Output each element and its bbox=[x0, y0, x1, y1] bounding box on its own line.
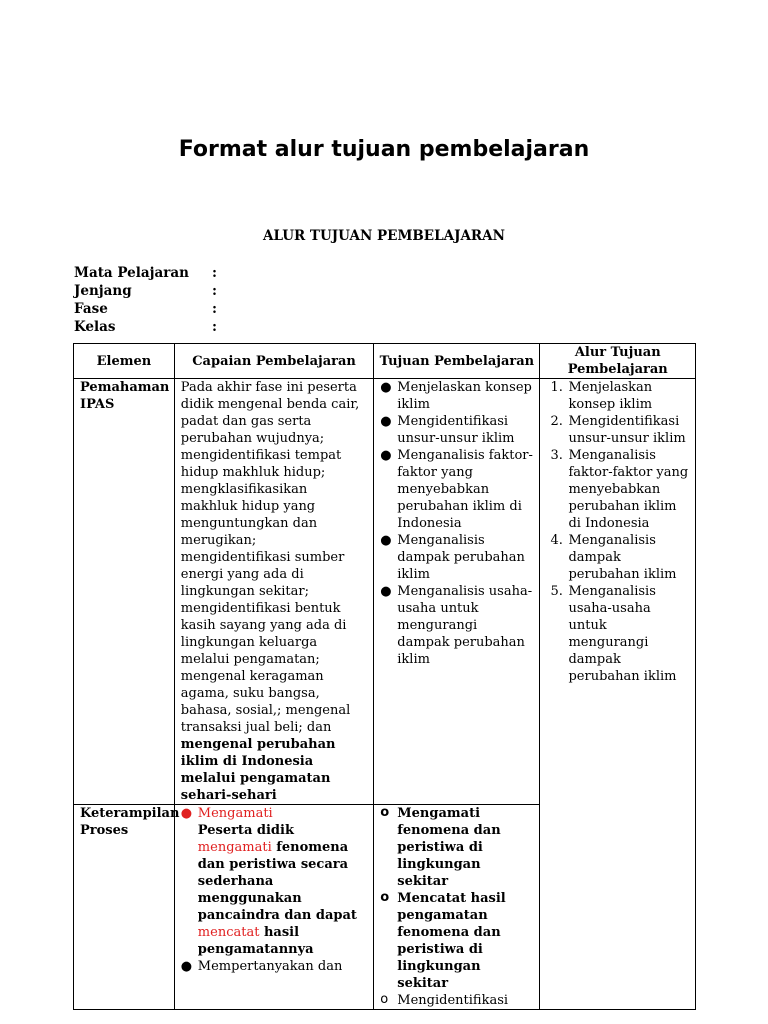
list-item bbox=[181, 958, 367, 975]
list-number: 1. bbox=[550, 380, 563, 395]
bullet-icon: ● bbox=[380, 380, 392, 395]
text-run: Peserta didik bbox=[197, 823, 294, 838]
table-header-row bbox=[74, 344, 696, 379]
bullet-icon: ● bbox=[380, 448, 392, 463]
capaian-text: Pada akhir fase ini peserta didik mengenal benda cair, padat dan gas serta perubahan wujudnya; mengidentifikasi tempat hidup makhluk hidup; mengklasifikasikan makhluk hidup yang menguntungkan dan merugikan; mengidentifikasi sumber energi yang ada di lingkungan sekitar; mengidentifikasi bentuk kasih sayang yang ada di lingkungan keluarga melalui pengamatan; mengenal keragaman agama, suku bangsa, bahasa, sosial,; mengenal transaksi jual beli; dan bbox=[180, 380, 360, 735]
list-item-text: Menganalisis faktor-faktor yang menyebabkan perubahan iklim di Indonesia bbox=[568, 448, 689, 531]
list-item bbox=[380, 379, 533, 413]
list-item bbox=[546, 413, 689, 447]
meta-label: Mata Pelajaran bbox=[74, 265, 189, 281]
table-row bbox=[74, 379, 696, 805]
capaian-list bbox=[181, 805, 367, 975]
highlight-text: mengamati bbox=[197, 840, 272, 855]
bullet-icon: ● bbox=[380, 584, 392, 599]
tujuan-cell bbox=[374, 379, 540, 805]
header-alur: Alur Tujuan Pembelajaran bbox=[540, 344, 696, 379]
meta-separator: : bbox=[212, 265, 217, 281]
list-number: 5. bbox=[550, 584, 563, 599]
list-item bbox=[380, 890, 533, 992]
list-item-text: Menjelaskan konsep iklim bbox=[397, 380, 532, 412]
bullet-icon: ● bbox=[180, 806, 193, 821]
list-item bbox=[546, 447, 689, 532]
tujuan-list bbox=[380, 379, 533, 668]
list-item-text bbox=[198, 822, 367, 958]
meta-separator: : bbox=[212, 301, 217, 317]
list-number: 3. bbox=[550, 448, 563, 463]
list-item bbox=[380, 805, 533, 890]
elemen-cell: Keterampilan Proses bbox=[74, 805, 175, 1010]
meta-row-jenjang bbox=[74, 282, 217, 300]
list-item-text: Mempertanyakan dan bbox=[197, 959, 343, 974]
list-item-text: Menganalisis dampak perubahan iklim bbox=[397, 533, 525, 582]
capaian-cell bbox=[174, 805, 373, 1010]
list-item-text: Mengamati fenomena dan peristiwa di lingkungan sekitar bbox=[397, 806, 501, 889]
meta-label: Jenjang bbox=[74, 283, 132, 299]
tujuan-cell bbox=[374, 805, 540, 1010]
list-item-text: Mengidentifikasi unsur-unsur iklim bbox=[568, 414, 686, 446]
list-item bbox=[380, 413, 533, 447]
circle-bullet-icon: o bbox=[380, 992, 389, 1007]
list-item-text: Menganalisis dampak perubahan iklim bbox=[568, 533, 677, 582]
list-item-heading: Mengamati bbox=[197, 806, 273, 821]
meta-row-mata-pelajaran bbox=[74, 264, 217, 282]
header-tujuan: Tujuan Pembelajaran bbox=[374, 344, 540, 379]
list-item bbox=[181, 805, 367, 958]
list-item-text: Menganalisis faktor-faktor yang menyebabkan perubahan iklim di Indonesia bbox=[397, 448, 533, 531]
text-run: fenomena dan peristiwa secara sederhana menggunakan pancaindra dan dapat bbox=[197, 840, 357, 923]
list-item-text: Mengidentifikasi unsur-unsur iklim bbox=[397, 414, 515, 446]
meta-separator: : bbox=[212, 319, 217, 335]
list-number: 2. bbox=[550, 414, 563, 429]
meta-info bbox=[74, 264, 217, 336]
meta-separator: : bbox=[212, 283, 217, 299]
list-item bbox=[380, 447, 533, 532]
list-item-text: Menganalisis usaha-usaha untuk mengurangi dampak perubahan iklim bbox=[568, 584, 677, 684]
meta-row-fase bbox=[74, 300, 217, 318]
text-run: hasil pengamatannya bbox=[197, 925, 314, 957]
alur-cell bbox=[540, 379, 696, 1010]
highlight-text: mencatat bbox=[197, 925, 260, 940]
list-item bbox=[546, 583, 689, 685]
circle-bullet-icon: o bbox=[380, 805, 390, 820]
bullet-icon: ● bbox=[380, 533, 392, 548]
meta-row-kelas bbox=[74, 318, 217, 336]
tujuan-list bbox=[380, 805, 533, 1009]
list-item-text: Menjelaskan konsep iklim bbox=[568, 380, 653, 412]
capaian-bold-text: mengenal perubahan iklim di Indonesia melalui pengamatan sehari-sehari bbox=[180, 737, 336, 803]
list-item bbox=[380, 532, 533, 583]
atp-table bbox=[73, 343, 696, 1010]
list-item-text: Menganalisis usaha-usaha untuk mengurangi dampak perubahan iklim bbox=[397, 584, 533, 667]
list-item bbox=[380, 583, 533, 668]
elemen-cell: Pemahaman IPAS bbox=[74, 379, 175, 805]
bullet-icon: ● bbox=[380, 414, 392, 429]
list-item bbox=[546, 379, 689, 413]
circle-bullet-icon: o bbox=[380, 890, 390, 905]
header-capaian: Capaian Pembelajaran bbox=[174, 344, 373, 379]
meta-label: Fase bbox=[74, 301, 108, 317]
document-title: Format alur tujuan pembelajaran bbox=[178, 137, 590, 162]
section-title: ALUR TUJUAN PEMBELAJARAN bbox=[263, 228, 505, 244]
list-item-text: Mencatat hasil pengamatan fenomena dan peristiwa di lingkungan sekitar bbox=[397, 891, 506, 991]
list-number: 4. bbox=[550, 533, 563, 548]
meta-label: Kelas bbox=[74, 319, 116, 335]
capaian-cell bbox=[174, 379, 373, 805]
bullet-icon: ● bbox=[180, 959, 193, 974]
list-item-text: Mengidentifikasi bbox=[397, 993, 509, 1008]
list-item bbox=[380, 992, 533, 1009]
alur-list bbox=[546, 379, 689, 685]
list-item bbox=[546, 532, 689, 583]
header-elemen: Elemen bbox=[74, 344, 175, 379]
